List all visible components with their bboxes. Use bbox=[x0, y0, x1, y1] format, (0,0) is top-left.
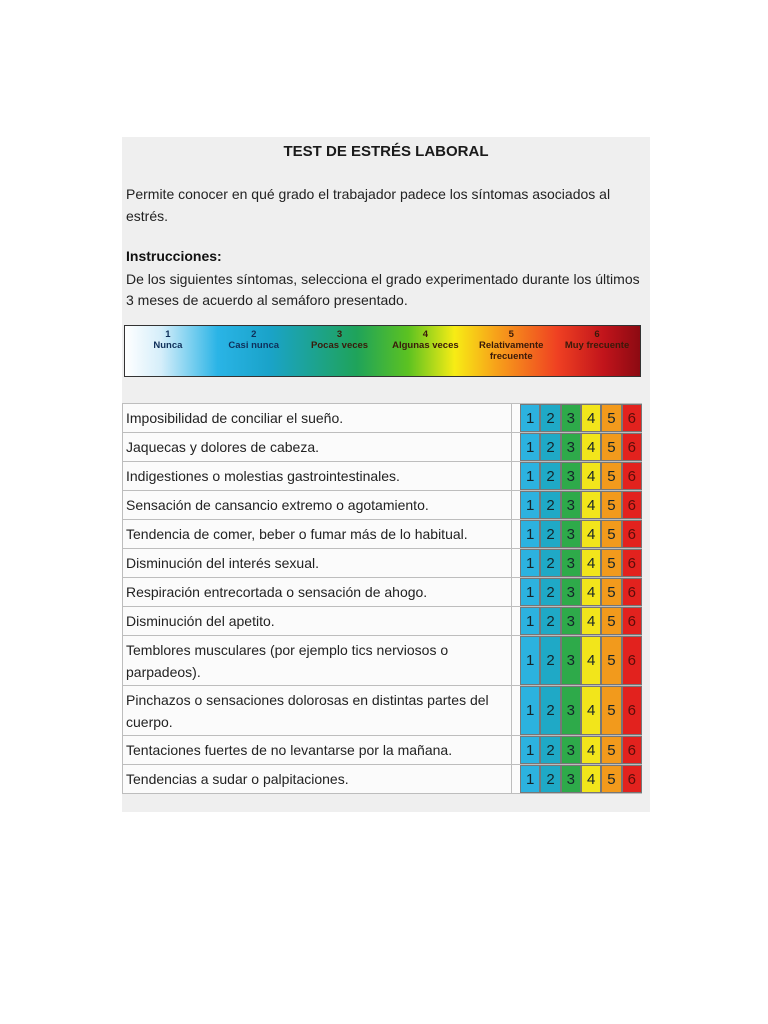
score-option-5[interactable]: 5 bbox=[601, 462, 621, 490]
score-option-1[interactable]: 1 bbox=[520, 433, 540, 461]
score-options bbox=[520, 433, 642, 461]
legend-level-5 bbox=[468, 326, 554, 376]
symptom-label: Tendencias a sudar o palpitaciones. bbox=[122, 765, 512, 793]
score-option-3[interactable]: 3 bbox=[561, 549, 581, 577]
table-row bbox=[122, 491, 642, 520]
legend-label: Muy frecuente bbox=[564, 340, 630, 351]
score-options bbox=[520, 520, 642, 548]
score-option-2[interactable]: 2 bbox=[540, 686, 560, 735]
score-option-6[interactable]: 6 bbox=[622, 607, 642, 635]
score-option-5[interactable]: 5 bbox=[601, 520, 621, 548]
score-option-3[interactable]: 3 bbox=[561, 491, 581, 519]
score-option-1[interactable]: 1 bbox=[520, 578, 540, 606]
symptom-label: Tentaciones fuertes de no levantarse por la mañana. bbox=[122, 736, 512, 764]
spacer bbox=[512, 549, 520, 577]
spacer bbox=[512, 491, 520, 519]
score-option-4[interactable]: 4 bbox=[581, 736, 601, 764]
legend-label: Casi nunca bbox=[228, 340, 280, 351]
score-option-5[interactable]: 5 bbox=[601, 491, 621, 519]
score-option-4[interactable]: 4 bbox=[581, 765, 601, 793]
table-row bbox=[122, 433, 642, 462]
score-option-4[interactable]: 4 bbox=[581, 549, 601, 577]
spacer bbox=[512, 404, 520, 432]
legend-number: 5 bbox=[508, 329, 514, 340]
test-description: Permite conocer en qué grado el trabajador padece los síntomas asociados al estrés. bbox=[126, 186, 611, 224]
score-options bbox=[520, 607, 642, 635]
legend-number: 1 bbox=[165, 329, 171, 340]
score-option-2[interactable]: 2 bbox=[540, 520, 560, 548]
score-option-5[interactable]: 5 bbox=[601, 636, 621, 685]
score-option-1[interactable]: 1 bbox=[520, 404, 540, 432]
spacer bbox=[512, 607, 520, 635]
score-option-3[interactable]: 3 bbox=[561, 462, 581, 490]
table-row bbox=[122, 404, 642, 433]
stress-test-sheet bbox=[122, 137, 650, 812]
legend-number: 3 bbox=[336, 329, 343, 340]
table-row bbox=[122, 607, 642, 636]
score-option-6[interactable]: 6 bbox=[622, 404, 642, 432]
symptom-label: Tendencia de comer, beber o fumar más de lo habitual. bbox=[122, 520, 512, 548]
score-option-1[interactable]: 1 bbox=[520, 491, 540, 519]
score-option-2[interactable]: 2 bbox=[540, 765, 560, 793]
legend-level-1 bbox=[125, 326, 211, 376]
score-option-4[interactable]: 4 bbox=[581, 433, 601, 461]
score-option-6[interactable]: 6 bbox=[622, 462, 642, 490]
traffic-light-legend bbox=[124, 325, 641, 377]
score-option-2[interactable]: 2 bbox=[540, 578, 560, 606]
score-option-3[interactable]: 3 bbox=[561, 520, 581, 548]
symptom-label: Imposibilidad de conciliar el sueño. bbox=[122, 404, 512, 432]
score-option-4[interactable]: 4 bbox=[581, 686, 601, 735]
symptom-label: Disminución del apetito. bbox=[122, 607, 512, 635]
legend-level-4 bbox=[382, 326, 468, 376]
symptoms-table bbox=[122, 403, 642, 794]
score-option-2[interactable]: 2 bbox=[540, 491, 560, 519]
spacer bbox=[512, 462, 520, 490]
score-option-5[interactable]: 5 bbox=[601, 686, 621, 735]
symptom-label: Pinchazos o sensaciones dolorosas en distintas partes del cuerpo. bbox=[122, 686, 512, 735]
score-options bbox=[520, 636, 642, 685]
score-option-1[interactable]: 1 bbox=[520, 520, 540, 548]
score-option-1[interactable]: 1 bbox=[520, 686, 540, 735]
table-row bbox=[122, 686, 642, 736]
score-option-3[interactable]: 3 bbox=[561, 736, 581, 764]
spacer bbox=[512, 433, 520, 461]
score-options bbox=[520, 736, 642, 764]
legend-label: Nunca bbox=[153, 340, 183, 351]
score-option-4[interactable]: 4 bbox=[581, 404, 601, 432]
score-option-2[interactable]: 2 bbox=[540, 404, 560, 432]
score-option-1[interactable]: 1 bbox=[520, 636, 540, 685]
instructions-heading: Instrucciones: bbox=[126, 248, 222, 264]
score-options bbox=[520, 686, 642, 735]
score-option-3[interactable]: 3 bbox=[561, 578, 581, 606]
legend-number: 6 bbox=[594, 329, 600, 340]
spacer bbox=[512, 765, 520, 793]
page-title: TEST DE ESTRÉS LABORAL bbox=[283, 143, 489, 160]
spacer bbox=[512, 686, 520, 735]
symptom-label: Indigestiones o molestias gastrointestinales. bbox=[122, 462, 512, 490]
score-option-4[interactable]: 4 bbox=[581, 607, 601, 635]
instructions-text: De los siguientes síntomas, selecciona el grado experimentado durante los últimos 3 meses de acuerdo al semáforo presentado. bbox=[126, 271, 640, 308]
spacer bbox=[512, 736, 520, 764]
legend-number: 2 bbox=[251, 329, 257, 340]
score-option-3[interactable]: 3 bbox=[561, 636, 581, 685]
score-option-6[interactable]: 6 bbox=[622, 433, 642, 461]
score-option-5[interactable]: 5 bbox=[601, 736, 621, 764]
score-option-5[interactable]: 5 bbox=[601, 549, 621, 577]
symptom-label: Temblores musculares (por ejemplo tics nerviosos o parpadeos). bbox=[122, 636, 512, 685]
table-row bbox=[122, 765, 642, 794]
score-option-1[interactable]: 1 bbox=[520, 736, 540, 764]
score-options bbox=[520, 491, 642, 519]
score-option-1[interactable]: 1 bbox=[520, 549, 540, 577]
table-row bbox=[122, 520, 642, 549]
legend-label: Algunas veces bbox=[392, 340, 459, 351]
score-options bbox=[520, 578, 642, 606]
score-option-6[interactable]: 6 bbox=[622, 578, 642, 606]
symptom-label: Jaquecas y dolores de cabeza. bbox=[122, 433, 512, 461]
legend-label: Relativamente frecuente bbox=[479, 340, 544, 362]
score-option-6[interactable]: 6 bbox=[622, 686, 642, 735]
score-option-2[interactable]: 2 bbox=[540, 736, 560, 764]
score-option-6[interactable]: 6 bbox=[622, 491, 642, 519]
score-option-3[interactable]: 3 bbox=[561, 404, 581, 432]
symptom-label: Respiración entrecortada o sensación de ahogo. bbox=[122, 578, 512, 606]
score-option-4[interactable]: 4 bbox=[581, 636, 601, 685]
spacer bbox=[512, 578, 520, 606]
score-option-4[interactable]: 4 bbox=[581, 462, 601, 490]
score-option-6[interactable]: 6 bbox=[622, 520, 642, 548]
score-option-4[interactable]: 4 bbox=[581, 578, 601, 606]
score-option-6[interactable]: 6 bbox=[622, 636, 642, 685]
score-option-1[interactable]: 1 bbox=[520, 607, 540, 635]
score-option-3[interactable]: 3 bbox=[561, 607, 581, 635]
score-option-6[interactable]: 6 bbox=[622, 549, 642, 577]
score-option-1[interactable]: 1 bbox=[520, 765, 540, 793]
score-options bbox=[520, 765, 642, 793]
score-option-4[interactable]: 4 bbox=[581, 520, 601, 548]
legend-level-3 bbox=[297, 326, 383, 376]
table-row bbox=[122, 578, 642, 607]
table-row bbox=[122, 462, 642, 491]
score-option-3[interactable]: 3 bbox=[561, 765, 581, 793]
score-option-2[interactable]: 2 bbox=[540, 636, 560, 685]
symptom-label: Sensación de cansancio extremo o agotamiento. bbox=[122, 491, 512, 519]
score-option-5[interactable]: 5 bbox=[601, 765, 621, 793]
legend-level-2 bbox=[211, 326, 297, 376]
score-option-1[interactable]: 1 bbox=[520, 462, 540, 490]
score-options bbox=[520, 462, 642, 490]
score-options bbox=[520, 549, 642, 577]
symptom-label: Disminución del interés sexual. bbox=[122, 549, 512, 577]
score-option-3[interactable]: 3 bbox=[561, 433, 581, 461]
score-option-5[interactable]: 5 bbox=[601, 578, 621, 606]
score-option-6[interactable]: 6 bbox=[622, 736, 642, 764]
table-row bbox=[122, 736, 642, 765]
score-option-5[interactable]: 5 bbox=[601, 607, 621, 635]
legend-level-6 bbox=[554, 326, 640, 376]
score-option-2[interactable]: 2 bbox=[540, 549, 560, 577]
score-option-2[interactable]: 2 bbox=[540, 462, 560, 490]
score-option-3[interactable]: 3 bbox=[561, 686, 581, 735]
spacer bbox=[512, 636, 520, 685]
score-option-2[interactable]: 2 bbox=[540, 433, 560, 461]
score-option-4[interactable]: 4 bbox=[581, 491, 601, 519]
score-option-2[interactable]: 2 bbox=[540, 607, 560, 635]
score-option-5[interactable]: 5 bbox=[601, 404, 621, 432]
legend-number: 4 bbox=[422, 329, 429, 340]
score-option-6[interactable]: 6 bbox=[622, 765, 642, 793]
legend-label: Pocas veces bbox=[311, 340, 369, 351]
score-options bbox=[520, 404, 642, 432]
table-row bbox=[122, 636, 642, 686]
spacer bbox=[512, 520, 520, 548]
score-option-5[interactable]: 5 bbox=[601, 433, 621, 461]
table-row bbox=[122, 549, 642, 578]
